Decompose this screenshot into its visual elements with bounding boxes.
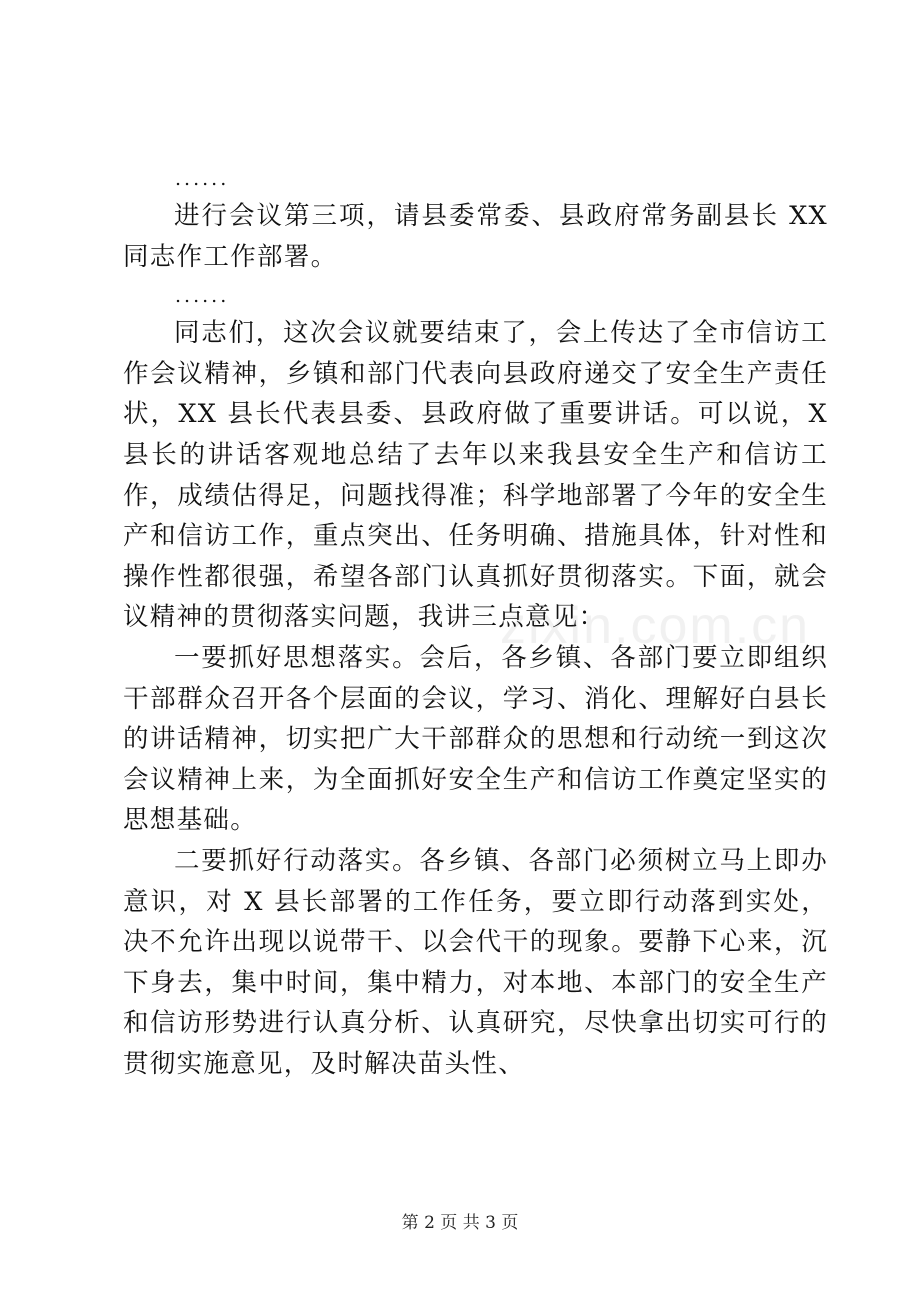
page-number-footer: 第 2 页 共 3 页: [401, 1213, 519, 1233]
paragraph-closing-remarks: 同志们，这次会议就要结束了，会上传达了全市信访工作会议精神，乡镇和部门代表向县政府递交了安全生产责任状，XX 县长代表县委、县政府做了重要讲话。可以说，X 县长的讲话客观地总结了去年以来我县安全生产和信访工作，成绩估得足，问题找得准；科学地部署了今年的安全生产和信访工作，重点突出、任务明确、措施具体，针对性和操作性都很强，希望各部门认真抓好贯彻落实。下面，就会议精神的贯彻落实问题，我讲三点意见：: [123, 318, 828, 633]
watermark-text: zixin.com.cn: [500, 597, 811, 655]
paragraph-agenda-item-three: 进行会议第三项，请县委常委、县政府常务副县长 XX 同志作工作部署。: [123, 201, 828, 272]
paragraph-point-two: 二要抓好行动落实。各乡镇、各部门必须树立马上即办意识，对 X 县长部署的工作任务，要立即行动落到实处，决不允许出现以说带干、以会代干的现象。要静下心来，沉下身去，集中时间，集中精力，对本地、本部门的安全生产和信访形势进行认真分析、认真研究，尽快拿出切实可行的贯彻实施意见，及时解决苗头性、: [123, 845, 828, 1079]
ellipsis-marker: ......: [175, 285, 230, 308]
ellipsis-marker: ......: [175, 168, 230, 190]
paragraph-point-one: 一要抓好思想落实。会后，各乡镇、各部门要立即组织干部群众召开各个层面的会议，学习、消化、理解好白县长的讲话精神，切实把广大干部群众的思想和行动统一到这次会议精神上来，为全面抓好安全生产和信访工作奠定坚实的思想基础。: [123, 642, 828, 836]
